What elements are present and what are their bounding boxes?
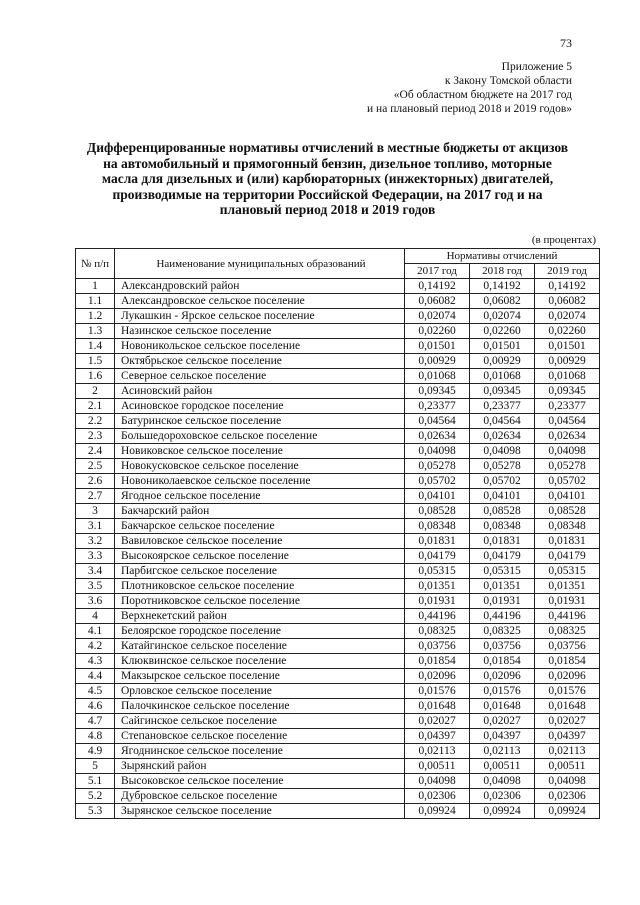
value-2017: 0,01854 (405, 654, 470, 669)
value-2018: 0,01931 (470, 594, 535, 609)
municipality-name: Макзырское сельское поселение (115, 669, 405, 684)
table-row (76, 579, 600, 594)
row-number: 3 (76, 504, 115, 519)
row-number: 4.1 (76, 624, 115, 639)
municipality-name: Поротниковское сельское поселение (115, 594, 405, 609)
row-number: 3.4 (76, 564, 115, 579)
appendix-line: к Закону Томской области (444, 75, 572, 87)
table-row (76, 774, 600, 789)
row-number: 3.3 (76, 549, 115, 564)
value-2017: 0,02634 (405, 429, 470, 444)
value-2019: 0,01648 (535, 699, 600, 714)
row-number: 4.9 (76, 744, 115, 759)
municipality-name: Большедороховское сельское поселение (115, 429, 405, 444)
value-2017: 0,04179 (405, 549, 470, 564)
value-2017: 0,01068 (405, 369, 470, 384)
table-row (76, 309, 600, 324)
value-2019: 0,02096 (535, 669, 600, 684)
value-2018: 0,02260 (470, 324, 535, 339)
value-2018: 0,08348 (470, 519, 535, 534)
value-2017: 0,23377 (405, 399, 470, 414)
value-2018: 0,01501 (470, 339, 535, 354)
value-2018: 0,05702 (470, 474, 535, 489)
value-2018: 0,01648 (470, 699, 535, 714)
value-2019: 0,01931 (535, 594, 600, 609)
value-2019: 0,02074 (535, 309, 600, 324)
row-number: 5 (76, 759, 115, 774)
header-year: 2018 год (470, 264, 535, 279)
value-2019: 0,00511 (535, 759, 600, 774)
value-2018: 0,04101 (470, 489, 535, 504)
value-2018: 0,02634 (470, 429, 535, 444)
value-2019: 0,14192 (535, 279, 600, 294)
value-2018: 0,01576 (470, 684, 535, 699)
row-number: 2.1 (76, 399, 115, 414)
row-number: 2.2 (76, 414, 115, 429)
value-2017: 0,01831 (405, 534, 470, 549)
row-number: 1.2 (76, 309, 115, 324)
table-row (76, 624, 600, 639)
municipality-name: Катайгинское сельское поселение (115, 639, 405, 654)
table-row (76, 429, 600, 444)
value-2018: 0,02113 (470, 744, 535, 759)
municipality-name: Александровский район (115, 279, 405, 294)
table-row (76, 804, 600, 819)
row-number: 2 (76, 384, 115, 399)
row-number: 3.2 (76, 534, 115, 549)
value-2019: 0,01501 (535, 339, 600, 354)
value-2019: 0,09345 (535, 384, 600, 399)
document-title (70, 140, 585, 218)
table-row (76, 684, 600, 699)
row-number: 1.1 (76, 294, 115, 309)
value-2019: 0,01351 (535, 579, 600, 594)
municipality-name: Зырянский район (115, 759, 405, 774)
municipality-name: Бакчарский район (115, 504, 405, 519)
table-row (76, 369, 600, 384)
value-2018: 0,01351 (470, 579, 535, 594)
municipality-name: Верхнекетский район (115, 609, 405, 624)
row-number: 2.3 (76, 429, 115, 444)
value-2019: 0,03756 (535, 639, 600, 654)
row-number: 4.5 (76, 684, 115, 699)
value-2018: 0,44196 (470, 609, 535, 624)
table-row (76, 489, 600, 504)
value-2018: 0,06082 (470, 294, 535, 309)
municipality-name: Ягодное сельское поселение (115, 489, 405, 504)
value-2017: 0,03756 (405, 639, 470, 654)
norms-table (75, 248, 600, 819)
value-2018: 0,02027 (470, 714, 535, 729)
value-2017: 0,04564 (405, 414, 470, 429)
value-2019: 0,05278 (535, 459, 600, 474)
row-number: 4.4 (76, 669, 115, 684)
value-2018: 0,04564 (470, 414, 535, 429)
row-number: 2.7 (76, 489, 115, 504)
row-number: 2.4 (76, 444, 115, 459)
value-2017: 0,02113 (405, 744, 470, 759)
value-2018: 0,01068 (470, 369, 535, 384)
municipality-name: Зырянское сельское поселение (115, 804, 405, 819)
value-2019: 0,08325 (535, 624, 600, 639)
value-2017: 0,04098 (405, 444, 470, 459)
municipality-name: Асиновский район (115, 384, 405, 399)
value-2019: 0,01854 (535, 654, 600, 669)
municipality-name: Лукашкин - Ярское сельское поселение (115, 309, 405, 324)
value-2018: 0,08528 (470, 504, 535, 519)
value-2019: 0,44196 (535, 609, 600, 624)
value-2019: 0,02306 (535, 789, 600, 804)
value-2019: 0,04564 (535, 414, 600, 429)
table-row (76, 339, 600, 354)
municipality-name: Парбигское сельское поселение (115, 564, 405, 579)
value-2017: 0,05315 (405, 564, 470, 579)
value-2017: 0,00929 (405, 354, 470, 369)
value-2017: 0,08348 (405, 519, 470, 534)
row-number: 1.5 (76, 354, 115, 369)
value-2018: 0,04098 (470, 444, 535, 459)
value-2019: 0,09924 (535, 804, 600, 819)
table-row (76, 609, 600, 624)
table-row (76, 729, 600, 744)
header-year: 2019 год (535, 264, 600, 279)
municipality-name: Новокусковское сельское поселение (115, 459, 405, 474)
table-row (76, 444, 600, 459)
value-2018: 0,14192 (470, 279, 535, 294)
municipality-name: Вавиловское сельское поселение (115, 534, 405, 549)
value-2017: 0,04397 (405, 729, 470, 744)
municipality-name: Плотниковское сельское поселение (115, 579, 405, 594)
value-2018: 0,05315 (470, 564, 535, 579)
value-2018: 0,04098 (470, 774, 535, 789)
value-2018: 0,03756 (470, 639, 535, 654)
table-row (76, 549, 600, 564)
value-2018: 0,01831 (470, 534, 535, 549)
header-year: 2017 год (405, 264, 470, 279)
value-2019: 0,02260 (535, 324, 600, 339)
table-row (76, 654, 600, 669)
table-row (76, 564, 600, 579)
table-row (76, 384, 600, 399)
row-number: 1.6 (76, 369, 115, 384)
value-2017: 0,44196 (405, 609, 470, 624)
value-2017: 0,14192 (405, 279, 470, 294)
value-2018: 0,04397 (470, 729, 535, 744)
value-2018: 0,02306 (470, 789, 535, 804)
value-2017: 0,02027 (405, 714, 470, 729)
value-2017: 0,08528 (405, 504, 470, 519)
value-2017: 0,05278 (405, 459, 470, 474)
title-line: производимые на территории Российской Федерации, на 2017 год и на (112, 186, 543, 202)
row-number: 4.7 (76, 714, 115, 729)
header-group: Нормативы отчислений (405, 249, 600, 264)
table-row (76, 504, 600, 519)
value-2019: 0,23377 (535, 399, 600, 414)
municipality-name: Орловское сельское поселение (115, 684, 405, 699)
municipality-name: Новоникольское сельское поселение (115, 339, 405, 354)
value-2019: 0,04098 (535, 774, 600, 789)
appendix-line: и на плановый период 2018 и 2019 годов» (367, 103, 572, 115)
value-2017: 0,04098 (405, 774, 470, 789)
value-2018: 0,09345 (470, 384, 535, 399)
value-2019: 0,05315 (535, 564, 600, 579)
municipality-name: Асиновское городское поселение (115, 399, 405, 414)
value-2017: 0,02096 (405, 669, 470, 684)
title-line: Дифференцированные нормативы отчислений в местные бюджеты от акцизов (86, 140, 569, 155)
value-2017: 0,01931 (405, 594, 470, 609)
value-2019: 0,05702 (535, 474, 600, 489)
municipality-name: Палочкинское сельское поселение (115, 699, 405, 714)
municipality-name: Новиковское сельское поселение (115, 444, 405, 459)
value-2017: 0,06082 (405, 294, 470, 309)
value-2018: 0,08325 (470, 624, 535, 639)
row-number: 2.5 (76, 459, 115, 474)
table-row (76, 474, 600, 489)
value-2017: 0,00511 (405, 759, 470, 774)
municipality-name: Клюквинское сельское поселение (115, 654, 405, 669)
value-2017: 0,08325 (405, 624, 470, 639)
row-number: 4.8 (76, 729, 115, 744)
header-num: № п/п (76, 249, 115, 279)
value-2019: 0,06082 (535, 294, 600, 309)
row-number: 3.6 (76, 594, 115, 609)
municipality-name: Белоярское городское поселение (115, 624, 405, 639)
appendix-note (367, 60, 572, 116)
value-2018: 0,04179 (470, 549, 535, 564)
value-2018: 0,05278 (470, 459, 535, 474)
table-row (76, 324, 600, 339)
table-row (76, 414, 600, 429)
title-line: плановый период 2018 и 2019 годов (219, 202, 436, 217)
row-number: 1.3 (76, 324, 115, 339)
table-row (76, 279, 600, 294)
row-number: 4.3 (76, 654, 115, 669)
value-2017: 0,01648 (405, 699, 470, 714)
municipality-name: Высоковское сельское поселение (115, 774, 405, 789)
appendix-line: Приложение 5 (501, 61, 572, 73)
value-2019: 0,00929 (535, 354, 600, 369)
row-number: 5.3 (76, 804, 115, 819)
value-2018: 0,00929 (470, 354, 535, 369)
table-row (76, 519, 600, 534)
value-2018: 0,00511 (470, 759, 535, 774)
value-2019: 0,01576 (535, 684, 600, 699)
value-2019: 0,04397 (535, 729, 600, 744)
value-2017: 0,05702 (405, 474, 470, 489)
table-row (76, 789, 600, 804)
value-2017: 0,01351 (405, 579, 470, 594)
value-2017: 0,01576 (405, 684, 470, 699)
value-2019: 0,08348 (535, 519, 600, 534)
value-2018: 0,01854 (470, 654, 535, 669)
row-number: 4.6 (76, 699, 115, 714)
appendix-line: «Об областном бюджете на 2017 год (393, 89, 572, 101)
table-row (76, 294, 600, 309)
value-2019: 0,02634 (535, 429, 600, 444)
municipality-name: Александровское сельское поселение (115, 294, 405, 309)
value-2018: 0,02074 (470, 309, 535, 324)
municipality-name: Ягоднинское сельское поселение (115, 744, 405, 759)
municipality-name: Высокоярское сельское поселение (115, 549, 405, 564)
title-line: масла для дизельных и (или) карбюраторных (инжекторных) двигателей, (101, 171, 554, 186)
municipality-name: Северное сельское поселение (115, 369, 405, 384)
value-2019: 0,08528 (535, 504, 600, 519)
value-2019: 0,04101 (535, 489, 600, 504)
row-number: 1 (76, 279, 115, 294)
municipality-name: Сайгинское сельское поселение (115, 714, 405, 729)
value-2017: 0,02306 (405, 789, 470, 804)
row-number: 1.4 (76, 339, 115, 354)
row-number: 2.6 (76, 474, 115, 489)
municipality-name: Новониколаевское сельское поселение (115, 474, 405, 489)
row-number: 3.1 (76, 519, 115, 534)
value-2017: 0,02074 (405, 309, 470, 324)
value-2017: 0,01501 (405, 339, 470, 354)
municipality-name: Бакчарское сельское поселение (115, 519, 405, 534)
municipality-name: Назинское сельское поселение (115, 324, 405, 339)
unit-note: (в процентах) (531, 234, 596, 246)
value-2017: 0,04101 (405, 489, 470, 504)
row-number: 5.2 (76, 789, 115, 804)
value-2019: 0,01831 (535, 534, 600, 549)
table-row (76, 354, 600, 369)
table-row (76, 714, 600, 729)
value-2018: 0,09924 (470, 804, 535, 819)
table-row (76, 699, 600, 714)
page-number: 73 (560, 36, 572, 50)
municipality-name: Степановское сельское поселение (115, 729, 405, 744)
municipality-name: Дубровское сельское поселение (115, 789, 405, 804)
value-2019: 0,02027 (535, 714, 600, 729)
table-row (76, 669, 600, 684)
value-2019: 0,04179 (535, 549, 600, 564)
table-row (76, 744, 600, 759)
value-2017: 0,09345 (405, 384, 470, 399)
value-2019: 0,02113 (535, 744, 600, 759)
table-row (76, 534, 600, 549)
table-row (76, 639, 600, 654)
row-number: 4.2 (76, 639, 115, 654)
value-2017: 0,09924 (405, 804, 470, 819)
title-line: на автомобильный и прямогонный бензин, дизельное топливо, моторные (103, 155, 552, 171)
table-row (76, 759, 600, 774)
table-row (76, 459, 600, 474)
value-2018: 0,23377 (470, 399, 535, 414)
row-number: 3.5 (76, 579, 115, 594)
value-2017: 0,02260 (405, 324, 470, 339)
row-number: 4 (76, 609, 115, 624)
row-number: 5.1 (76, 774, 115, 789)
table-row (76, 399, 600, 414)
value-2019: 0,01068 (535, 369, 600, 384)
municipality-name: Октябрьское сельское поселение (115, 354, 405, 369)
header-name: Наименование муниципальных образований (115, 249, 405, 279)
value-2018: 0,02096 (470, 669, 535, 684)
municipality-name: Батуринское сельское поселение (115, 414, 405, 429)
table-row (76, 594, 600, 609)
value-2019: 0,04098 (535, 444, 600, 459)
